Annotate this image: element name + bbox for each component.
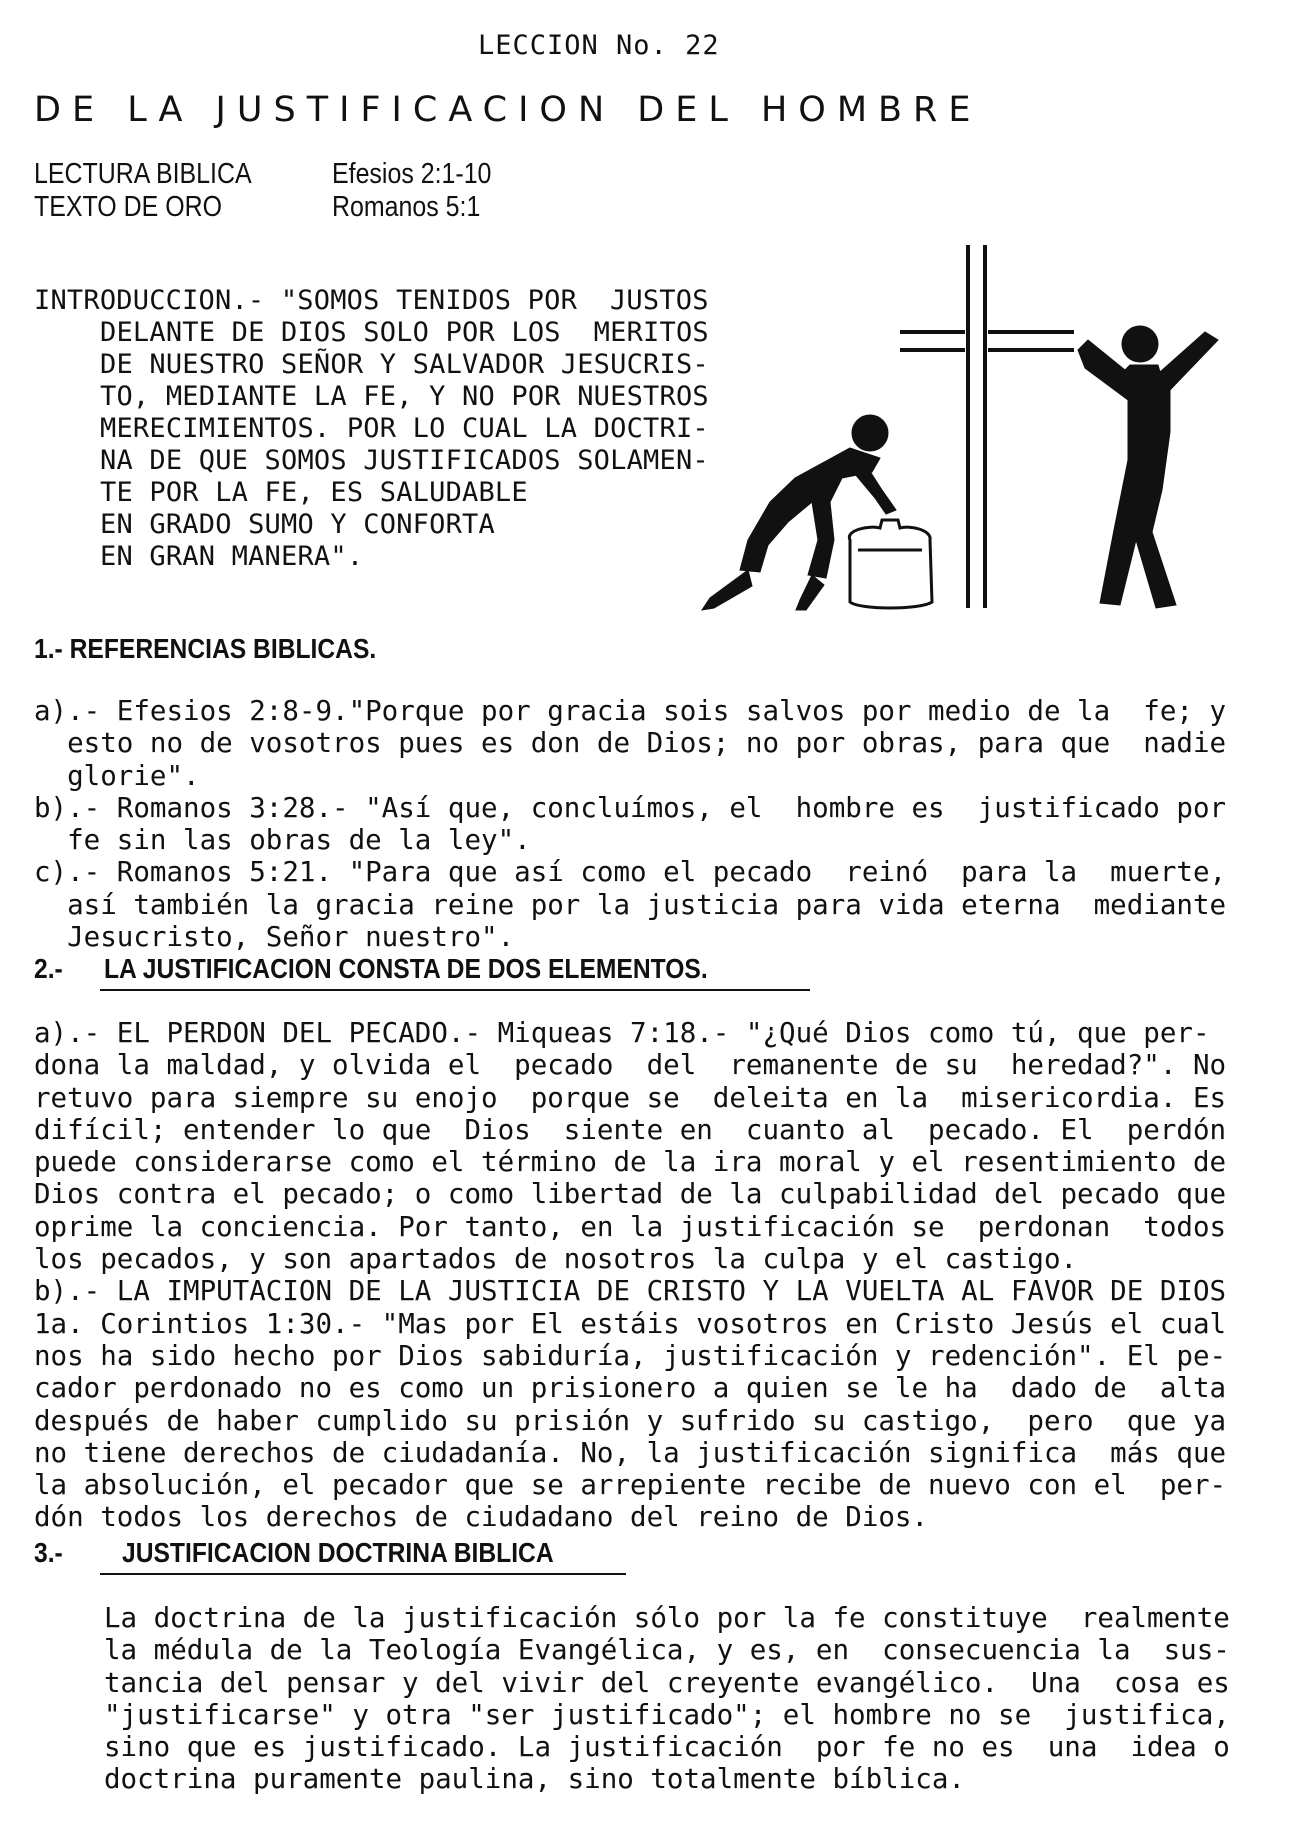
text-line: c).- Romanos 5:21. "Para que así como el pecado reinó para la muerte, xyxy=(34,856,1227,889)
text-line: fe sin las obras de la ley". xyxy=(34,824,531,857)
text-line: Jesucristo, Señor nuestro". xyxy=(34,921,515,954)
text-line: puede considerarse como el término de la ira moral y el resentimiento de xyxy=(34,1146,1227,1179)
intro-line: EN GRAN MANERA". xyxy=(100,541,364,572)
text-line: tancia del pensar y del vivir del creyente evangélico. Una cosa es xyxy=(104,1666,1230,1699)
intro-line: DELANTE DE DIOS SOLO POR LOS MERITOS xyxy=(100,317,709,348)
illustration xyxy=(700,240,1280,620)
introduction xyxy=(34,285,714,573)
text-line: 1a. Corintios 1:30.- "Mas por El estáis vosotros en Cristo Jesús el cual xyxy=(34,1307,1227,1340)
section3-heading: JUSTIFICACION DOCTRINA BIBLICA xyxy=(122,1537,554,1568)
text-line: a).- Efesios 2:8-9."Porque por gracia sois salvos por medio de la fe; y xyxy=(34,695,1227,727)
intro-line: MERECIMIENTOS. POR LO CUAL LA DOCTRI- xyxy=(100,413,709,444)
text-line: oprime la conciencia. Por tanto, en la justificación se perdonan todos xyxy=(34,1210,1227,1243)
text-line: después de haber cumplido su prisión y sufrido su castigo, pero que ya xyxy=(34,1404,1227,1437)
text-line: difícil; entender lo que Dios siente en cuanto al pecado. El perdón xyxy=(34,1113,1227,1146)
section2-number: 2.- xyxy=(34,953,63,984)
burden-sack-icon xyxy=(849,520,932,608)
text-line: dona la maldad, y olvida el pecado del remanente de su heredad?". No xyxy=(34,1049,1227,1082)
text-line: esto no de vosotros pues es don de Dios; no por obras, para que nadie xyxy=(34,727,1227,760)
text-line: b).- Romanos 3:28.- "Así que, concluímos, el hombre es justificado por xyxy=(34,791,1227,824)
reading-label: LECTURA BIBLICA xyxy=(34,158,252,190)
golden-text-value: Romanos 5:1 xyxy=(332,191,481,223)
intro-line: NA DE QUE SOMOS JUSTIFICADOS SOLAMEN- xyxy=(100,445,709,476)
section2-heading: LA JUSTIFICACION CONSTA DE DOS ELEMENTOS. xyxy=(104,953,708,984)
text-line: no tiene derechos de ciudadanía. No, la justificación significa más que xyxy=(34,1436,1227,1469)
burdened-person-icon xyxy=(702,415,896,610)
golden-text-label: TEXTO DE ORO xyxy=(34,191,223,223)
section3-body xyxy=(104,1602,1256,1796)
section1-heading: 1.- REFERENCIAS BIBLICAS. xyxy=(34,633,377,664)
lesson-number: LECCION No. 22 xyxy=(478,30,720,61)
intro-line: TO, MEDIANTE LA FE, Y NO POR NUESTROS xyxy=(100,381,709,412)
intro-line: EN GRADO SUMO Y CONFORTA xyxy=(100,509,495,540)
text-line: así también la gracia reine por la justicia para vida eterna mediante xyxy=(34,888,1227,921)
section2-body xyxy=(34,1017,1256,1534)
text-line: la absolución, el pecador que se arrepiente recibe de nuevo con el per- xyxy=(34,1469,1227,1502)
intro-line: TE POR LA FE, ES SALUDABLE xyxy=(100,477,528,508)
cross-icon xyxy=(900,245,1074,608)
text-line: retuvo para siempre su enojo porque se deleita en la misericordia. Es xyxy=(34,1081,1227,1114)
text-line: Dios contra el pecado; o como libertad de la culpabilidad del pecado que xyxy=(34,1178,1227,1211)
text-line: b).- LA IMPUTACION DE LA JUSTICIA DE CRISTO Y LA VUELTA AL FAVOR DE DIOS xyxy=(34,1275,1227,1308)
text-line: La doctrina de la justificación sólo por la fe constituye realmente xyxy=(104,1602,1230,1634)
intro-line: INTRODUCCION.- "SOMOS TENIDOS POR JUSTOS xyxy=(34,285,709,316)
text-line: "justificarse" y otra "ser justificado"; el hombre no se justifica, xyxy=(104,1698,1230,1731)
text-line: los pecados, y son apartados de nosotros la culpa y el castigo. xyxy=(34,1243,1078,1276)
text-line: sino que es justificado. La justificación por fe no es una idea o xyxy=(104,1731,1230,1764)
section3-underline xyxy=(100,1573,626,1575)
text-line: glorie". xyxy=(34,759,200,792)
section2-underline xyxy=(100,989,810,991)
text-line: cador perdonado no es como un prisionero a quien se le ha dado de alta xyxy=(34,1372,1227,1405)
text-line: a).- EL PERDON DEL PECADO.- Miqueas 7:18.- "¿Qué Dios como tú, que per- xyxy=(34,1017,1210,1049)
rejoicing-person-icon xyxy=(1078,326,1218,608)
text-line: dón todos los derechos de ciudadano del reino de Dios. xyxy=(34,1501,929,1534)
intro-line: DE NUESTRO SEÑOR Y SALVADOR JESUCRIS- xyxy=(100,349,709,380)
text-line: nos ha sido hecho por Dios sabiduría, justificación y redención". El pe- xyxy=(34,1339,1227,1372)
text-line: doctrina puramente paulina, sino totalmente bíblica. xyxy=(104,1763,965,1796)
section3-number: 3.- xyxy=(34,1537,63,1568)
reading-value: Efesios 2:1-10 xyxy=(332,158,492,190)
section1-body xyxy=(34,695,1256,953)
page-title: DE LA JUSTIFICACION DEL HOMBRE xyxy=(34,90,982,130)
text-line: la médula de la Teología Evangélica, y es, en consecuencia la sus- xyxy=(104,1634,1230,1667)
